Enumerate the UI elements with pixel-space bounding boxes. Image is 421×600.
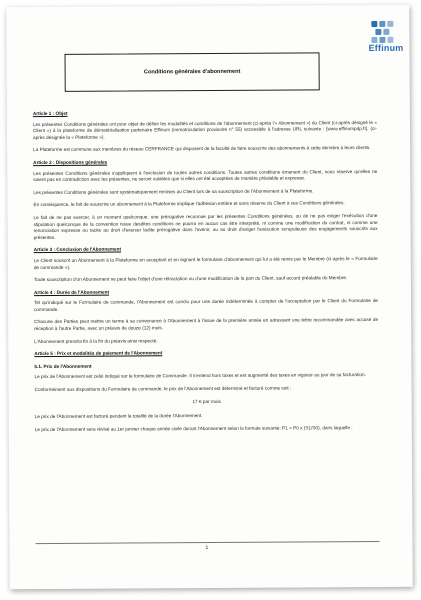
paragraph: Tel qu'indiqué sur le Formulaire de commande, l'Abonnement est conclu pour une durée indéterminée à compter de l'acceptation par le Client du Formulaire de commande. (34, 298, 379, 312)
paragraph: La Plateforme est commune aux membres du réseau CERFRANCE qui disposent de la faculté de faire souscrire des abonnements à cette dernière à leurs clients. (33, 145, 371, 153)
paragraph: Le Client souscrit un Abonnement à la Plateforme en acceptant et en signant le formulaire d'abonnement qui lui a été remis par le Membre (ci-après le « Formulaire de commande »). (33, 255, 378, 270)
article-2 (33, 158, 377, 241)
document-page (6, 5, 413, 589)
document-title-box (65, 52, 320, 92)
sub-heading: 5.1. Prix de l'Abonnement (34, 363, 92, 369)
paragraph: Le prix de l'Abonnement est celui indiqué sur le formulaire de Commande. Il s'entend hors taxes et est augmenté des taxes en vigueur au jour de sa facturation. (34, 372, 366, 380)
article-1 (33, 109, 377, 154)
paragraph: Le prix de l'Abonnement sera révisé au 1er janvier chaque année civile durant l'Abonnement selon la formule suivante: P1 = P0 x (S1/S0), dans laquelle : (34, 424, 353, 432)
article-5 (34, 349, 378, 433)
logo-text: Effinum (368, 42, 404, 54)
paragraph: Le fait de ne pas exercer, à un moment quelconque, une prérogative reconnue par les présentes Conditions générales, ou de ne pas exiger l'exécution d'une stipulation quelconque de la convention issue desdites conditions ne pourra en aucun cas être interprété, ni comme une modification du contrat, ni comme une renonciation expresse ou tacite au droit d'exercer ladite prérogative dans l'avenir, ou au droit d'exiger l'exécution scrupuleuse des engagements souscrits aux présentes. (33, 212, 378, 240)
document-body (33, 103, 379, 440)
article-4 (34, 288, 378, 346)
article-3 (34, 245, 378, 283)
paragraph: Chacune des Parties peut mettre un terme à sa convenance à l'Abonnement à l'issue de la première année en adressant une lettre recommandée avec accusé de réception à l'autre Partie, avec un préavis de douze (12) mois. (34, 317, 379, 332)
paragraph: En conséquence, le fait de souscrire un abonnement à la Plateforme implique l'adhésion entière et sans réserve du Client à ces Conditions générales. (33, 200, 345, 208)
page-number: 1 (205, 545, 209, 552)
paragraph: Conformément aux dispositions du Formulaire de commande, le prix de l'Abonnement est déterminé et facturé comme suit : (34, 385, 292, 393)
document-title: Conditions générales d'abonnement (143, 68, 241, 76)
paragraph: Le prix de l'Abonnement est facturé pendant la totalité de la durée l'Abonnement. (34, 413, 203, 420)
article-heading: Article 4 : Durée de l'Abonnement (33, 289, 110, 295)
paragraph: Les présentes Conditions générales s'appliquent à l'exclusion de toutes autres conditions. Toutes autres conditions émanant du Client, sous réserve qu'elles ne soient pas en contradiction avec les présentes, ne seront valables que si elles ont été acceptées de manière préalable et expresse. (33, 168, 378, 183)
paragraph: Les présentes Conditions générales sont systématiquement remises au Client lors de sa souscription de l'Abonnement à la Plateforme. (33, 188, 314, 195)
price-line: 17 € par mois (192, 398, 221, 404)
paragraph: Toute souscription d'un Abonnement ne peut faire l'objet d'une rétractation ou d'une modification de la part du Client, sauf accord préalable du Membre. (33, 275, 348, 283)
effinum-logo-icon (341, 17, 399, 61)
article-heading: Article 1 : Objet (32, 110, 68, 117)
paragraph: L'Abonnement prendra fin à la fin du préavis ainsi respecté. (34, 337, 158, 344)
article-heading: Article 3 : Conclusion de l'Abonnement (33, 246, 122, 253)
paragraph: Les présentes Conditions générales ont pour objet de définir les modalités et conditions de l'abonnement (ci-après l'« Abonnement ») du Client (ci-après désigné le « Client ») à la plateforme de dématérialisation partenaire Effinum (immatriculation provisoire n° 55) accessible à l'adresse URL suivante : [www.effinumpdp.fr]. (ci-après désignée la « Plateforme »). (32, 119, 377, 140)
footer-divider (35, 541, 379, 544)
article-heading: Article 2 : Dispositions générales (33, 159, 108, 166)
article-heading: Article 5 : Prix et modalités de paiement de l'Abonnement (34, 350, 163, 357)
